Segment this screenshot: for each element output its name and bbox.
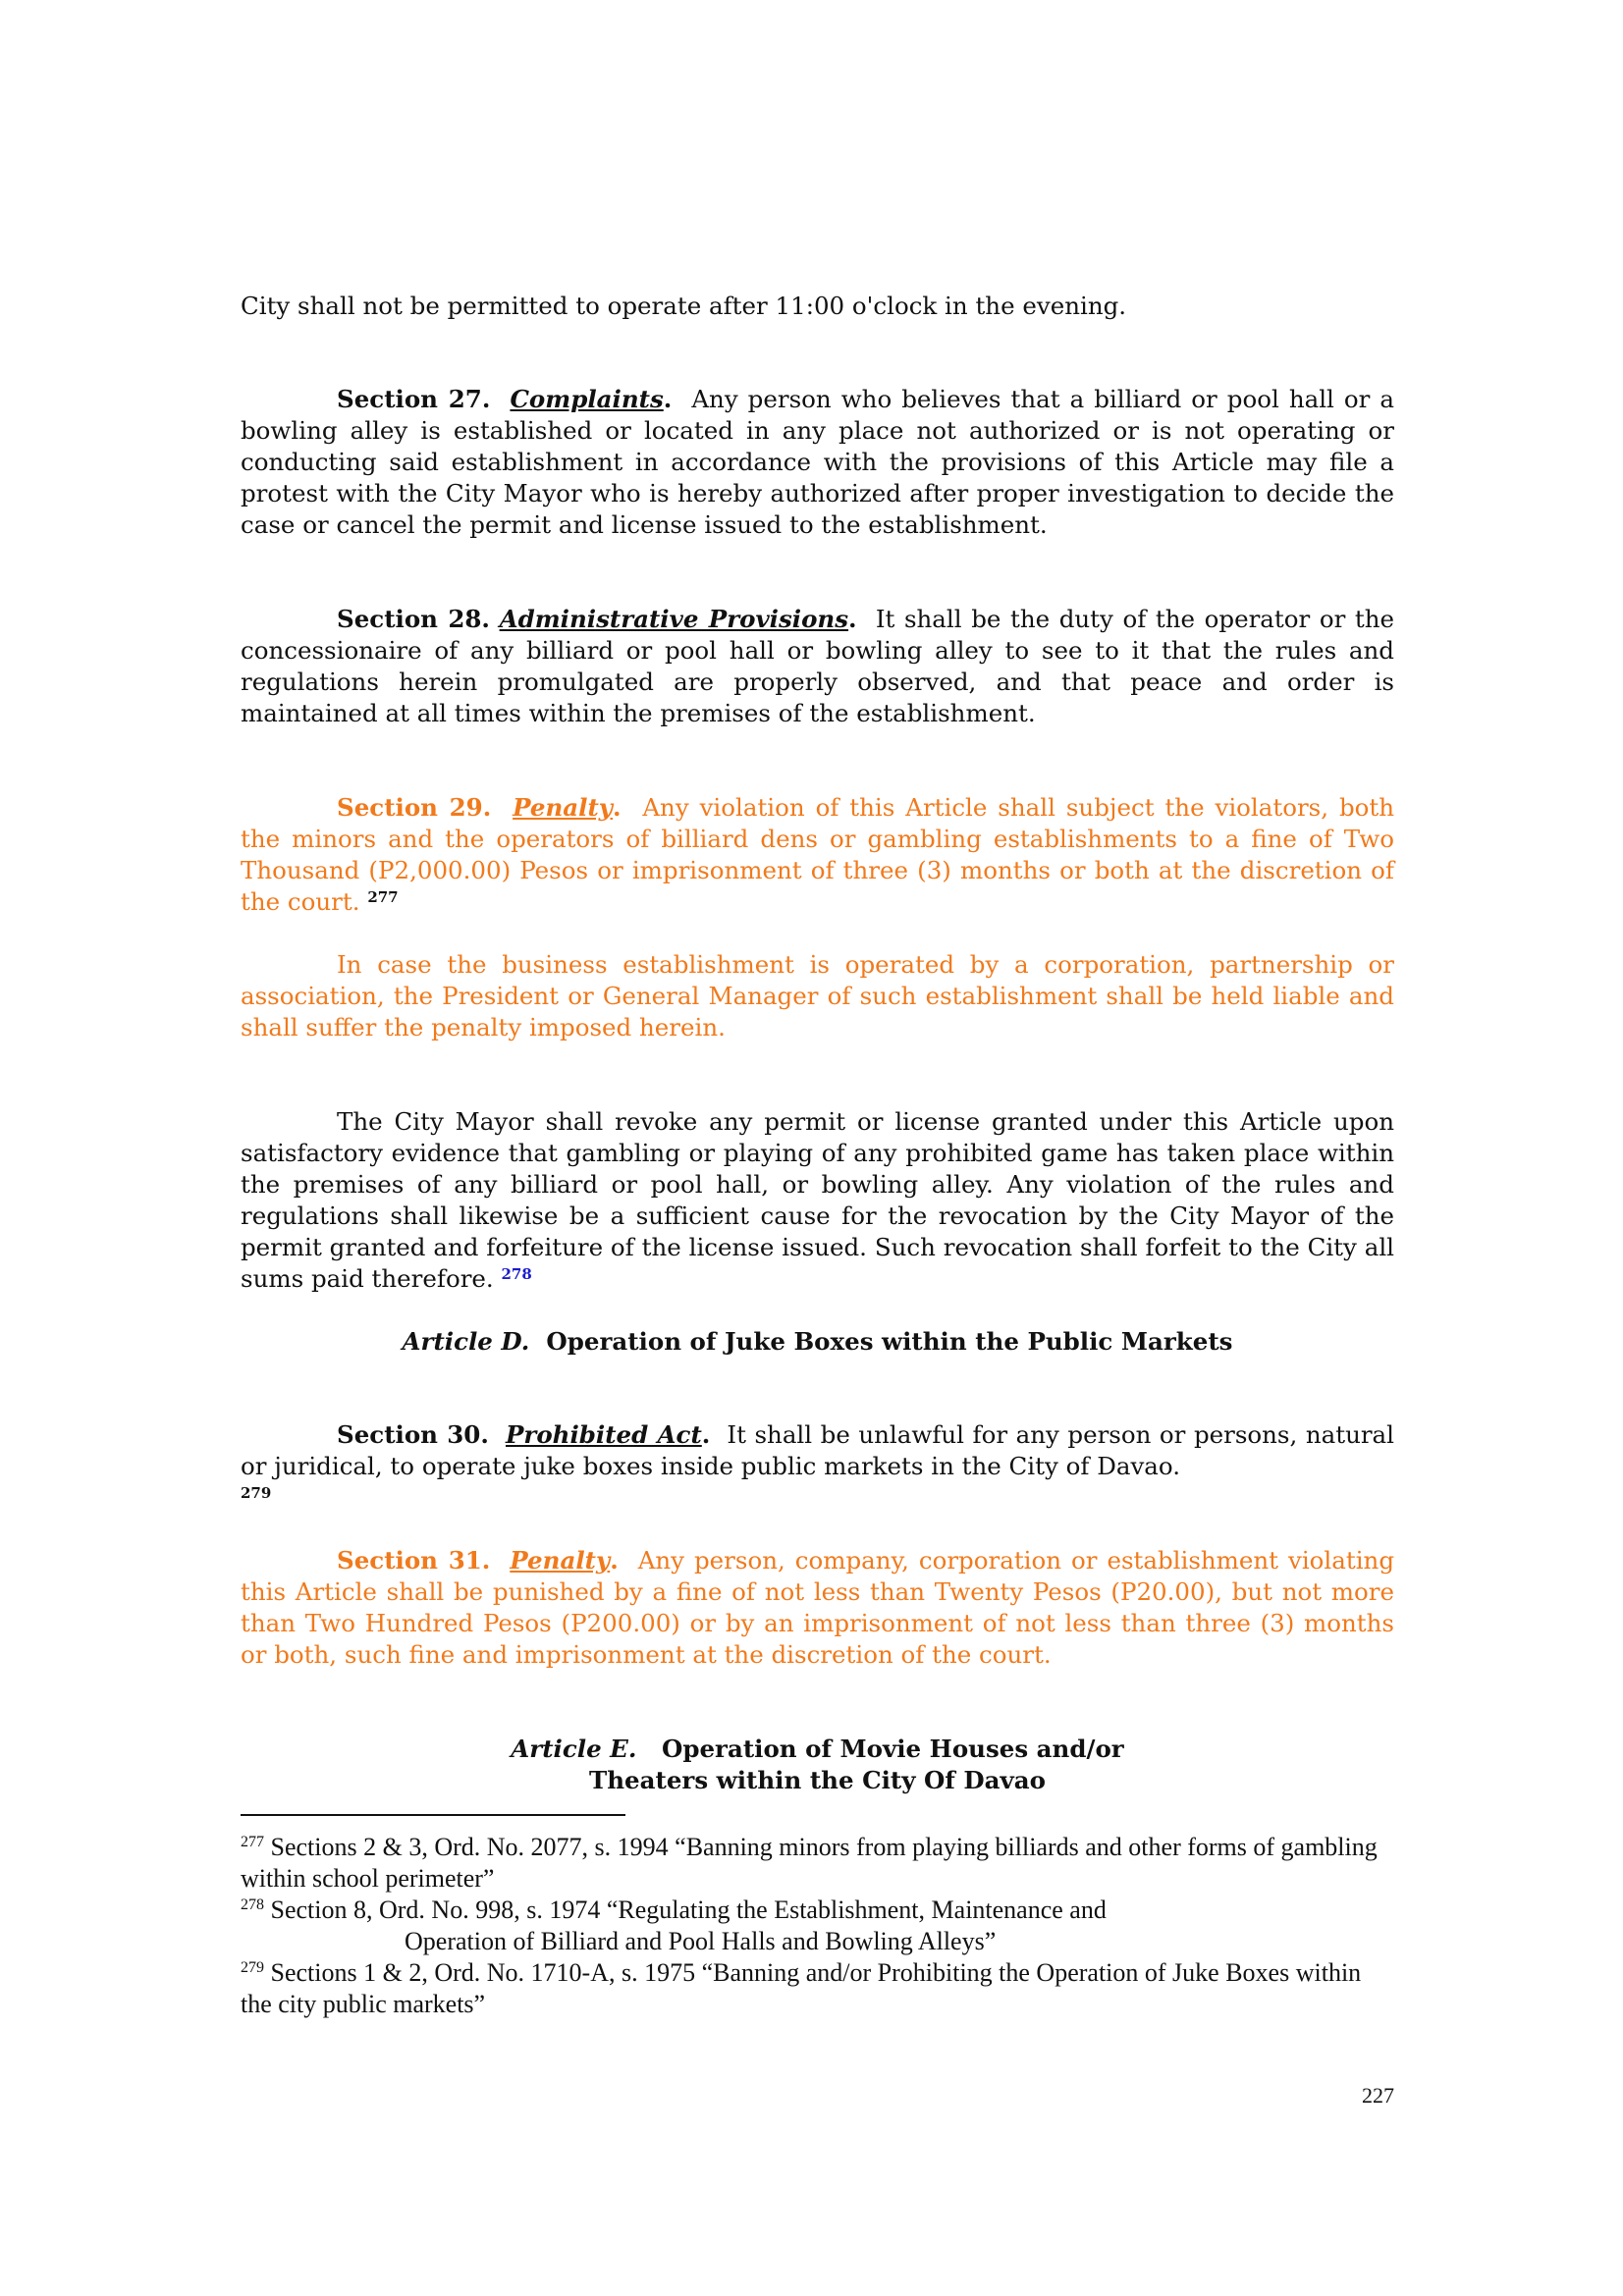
section-30-title: Prohibited Act <box>505 1420 702 1449</box>
article-d-title: Operation of Juke Boxes within the Public Markets <box>546 1327 1233 1356</box>
page-number: 227 <box>1362 2083 1394 2108</box>
footnote-divider <box>241 1814 625 1816</box>
footnote-text: Sections 2 & 3, Ord. No. 2077, s. 1994 “Banning minors from playing billiards and other forms of gambling within school perimeter” <box>241 1833 1378 1893</box>
section-28-heading: Section 28. <box>337 605 490 633</box>
section-29: Section 29. Penalty. Any violation of this Article shall subject the violators, both the minors and the operators of billiard dens or gambling establishments to a fine of Two Thousand (P2,000.00) Pesos or imprisonment of three (3) months or both at the discretion of the court. $^{277}$ <box>241 793 1394 916</box>
section-28: Section 28. Administrative Provisions. It shall be the duty of the operator or the concessionaire of any billiard or pool hall or bowling alley to see to it that the rules and regulations herein promulgated are properly observed, and that peace and order is maintained at all times within the premises of the establishment. <box>241 605 1395 727</box>
section-31-title: Penalty <box>510 1546 611 1575</box>
footnote-text: Sections 1 & 2, Ord. No. 1710-A, s. 1975 “Banning and/or Prohibiting the Operation of Juke Boxes within the city public markets” <box>241 1958 1362 2018</box>
footnote-number: 277 <box>241 1834 264 1850</box>
section-29-title: Penalty <box>513 793 613 822</box>
footnote-279 <box>241 1957 1394 2020</box>
section-31-body: Any person, company, corporation or establishment violating this Article shall be punished by a fine of not less than Twenty Pesos (P20.00), but not more than Two Hundred Pesos (P200.00) or by an imprisonment of not less than three (3) months or both, such fine and imprisonment at the discretion of the court. <box>241 1546 1395 1669</box>
section-27-heading: Section 27. <box>337 385 491 413</box>
section-31: Section 31. Penalty. Any person, company, corporation or establishment violating this Article shall be punished by a fine of not less than Twenty Pesos (P20.00), but not more than Two Hundred Pesos (P200.00) or by an imprisonment of not less than three (3) months or both, such fine and imprisonment at the discretion of the court. <box>241 1546 1395 1669</box>
section-29-paragraph-2: In case the business establishment is operated by a corporation, partnership or association, the President or General Manager of such establishment shall be held liable and shall suffer the penalty imposed herein. <box>241 950 1394 1041</box>
article-e-label: Article E. <box>511 1735 637 1763</box>
footnote-text-continued: Operation of Billiard and Pool Halls and Bowling Alleys” <box>405 1927 997 1955</box>
section-28-body: It shall be the duty of the operator or the concessionaire of any billiard or pool hall or bowling alley to see to it that the rules and regulations herein promulgated are properly observed, and that peace and order is maintained at all times within the premises of the establishment. <box>241 605 1395 727</box>
section-27-body: Any person who believes that a billiard or pool hall or a bowling alley is established or located in any place not authorized or is not operating or conducting said establishment in accordance with the provisions of this Article may file a protest with the City Mayor who is hereby authorized after proper investigation to decide the case or cancel the permit and license issued to the establishment. <box>241 385 1395 539</box>
article-d-heading <box>241 1326 1394 1358</box>
footnote-278 <box>241 1895 1394 1957</box>
article-e-title-line-2: Theaters within the City Of Davao <box>589 1766 1046 1794</box>
article-e-heading <box>241 1734 1394 1796</box>
revocation-paragraph <box>241 1106 1394 1295</box>
section-27: Section 27. Complaints. Any person who believes that a billiard or pool hall or a bowling alley is established or located in any place not authorized or is not operating or conducting said establishment in accordance with the provisions of this Article may file a protest with the City Mayor who is hereby authorized after proper investigation to decide the case or cancel the permit and license issued to the establishment. <box>241 385 1395 539</box>
document-page <box>241 0 1394 2296</box>
section-29-heading: Section 29. <box>337 793 492 822</box>
footnote-number: 278 <box>241 1896 264 1913</box>
footnote-number: 279 <box>241 1959 264 1976</box>
footnote-ref-279: 279 <box>241 1484 272 1502</box>
footnote-ref-278: 278 <box>501 1265 532 1283</box>
section-27-title: Complaints <box>510 385 664 413</box>
article-d-label: Article D. <box>402 1327 530 1356</box>
footnotes <box>241 1832 1394 2020</box>
section-30-body: It shall be unlawful for any person or persons, natural or juridical, to operate juke boxes inside public markets in the City of Davao. <box>241 1420 1395 1480</box>
section-30: Section 30. Prohibited Act. It shall be unlawful for any person or persons, natural or juridical, to operate juke boxes inside public markets in the City of Davao. <box>241 1420 1395 1480</box>
footnote-ref-277: 277 <box>367 888 399 906</box>
revocation-body: The City Mayor shall revoke any permit or license granted under this Article upon satisfactory evidence that gambling or playing of any prohibited game has taken place within the premises of any billiard or pool hall, or bowling alley. Any violation of the rules and regulations shall likewise be a sufficient cause for the revocation by the City Mayor of the permit granted and forfeiture of the license issued. Such revocation shall forfeit to the City all sums paid therefore. <box>241 1107 1394 1293</box>
intro-paragraph: City shall not be permitted to operate after 11:00 o'clock in the evening. <box>241 292 1127 320</box>
article-e-line-1 <box>241 1734 1394 1765</box>
section-31-heading: Section 31. <box>337 1546 491 1575</box>
article-e-title-line-1: Operation of Movie Houses and/or <box>661 1735 1124 1763</box>
section-29-body: Any violation of this Article shall subject the violators, both the minors and the operators of billiard dens or gambling establishments to a fine of Two Thousand (P2,000.00) Pesos or imprisonment of three (3) months or both at the discretion of the court. <box>241 793 1394 916</box>
footnote-277 <box>241 1832 1394 1895</box>
section-30-heading: Section 30. <box>337 1420 489 1449</box>
section-28-title: Administrative Provisions <box>499 605 849 633</box>
footnote-text: Section 8, Ord. No. 998, s. 1974 “Regulating the Establishment, Maintenance and <box>270 1896 1107 1924</box>
